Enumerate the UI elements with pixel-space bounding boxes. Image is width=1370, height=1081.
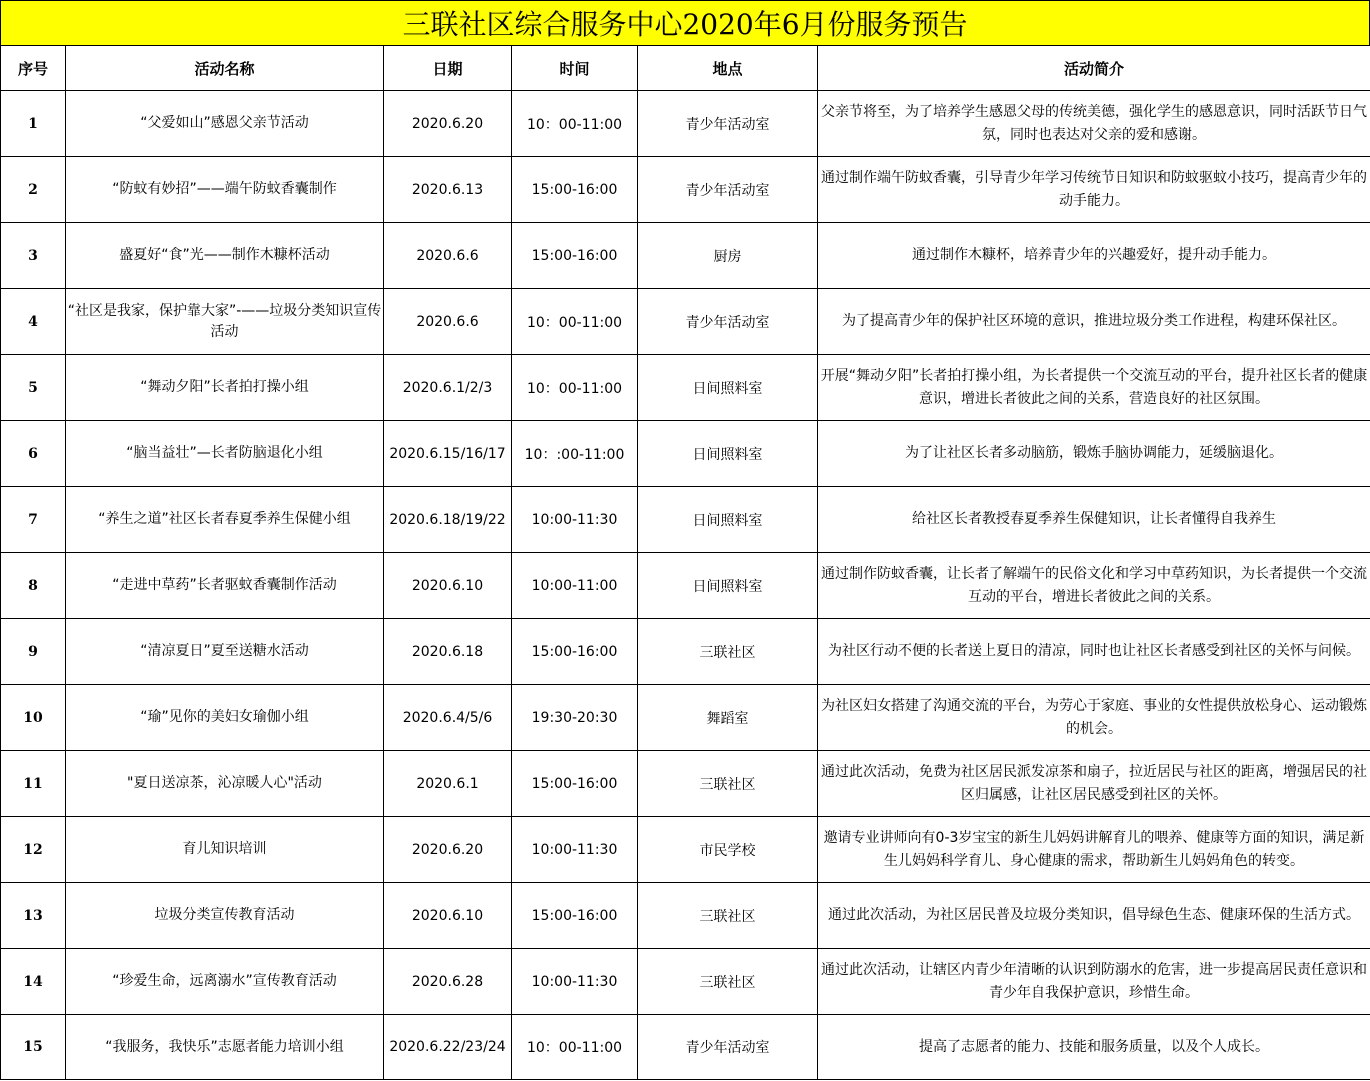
cell-date: 2020.6.4/5/6 <box>384 685 512 751</box>
table-row <box>1 487 1370 553</box>
service-schedule-table <box>0 45 1370 1080</box>
cell-index: 8 <box>1 553 66 619</box>
cell-date: 2020.6.10 <box>384 883 512 949</box>
cell-summary: 开展“舞动夕阳”长者拍打操小组，为长者提供一个交流互动的平台，提升社区长者的健康意识，增进长者彼此之间的关系，营造良好的社区氛围。 <box>818 355 1370 421</box>
cell-activity-name: “瑜”见你的美妇女瑜伽小组 <box>66 685 384 751</box>
cell-summary: 通过此次活动，让辖区内青少年清晰的认识到防溺水的危害，进一步提高居民责任意识和青少年自我保护意识，珍惜生命。 <box>818 949 1370 1015</box>
cell-place: 市民学校 <box>638 817 818 883</box>
cell-time: 15:00-16:00 <box>512 883 638 949</box>
cell-activity-name: 垃圾分类宣传教育活动 <box>66 883 384 949</box>
table-row <box>1 289 1370 355</box>
table-row <box>1 355 1370 421</box>
cell-index: 7 <box>1 487 66 553</box>
cell-place: 三联社区 <box>638 883 818 949</box>
table-row <box>1 883 1370 949</box>
table-row <box>1 421 1370 487</box>
cell-activity-name: “养生之道”社区长者春夏季养生保健小组 <box>66 487 384 553</box>
cell-activity-name: “我服务，我快乐”志愿者能力培训小组 <box>66 1015 384 1080</box>
cell-summary: 通过此次活动，为社区居民普及垃圾分类知识，倡导绿色生态、健康环保的生活方式。 <box>818 883 1370 949</box>
header-name: 活动名称 <box>66 46 384 91</box>
cell-summary: 通过制作端午防蚊香囊，引导青少年学习传统节日知识和防蚊驱蚊小技巧，提高青少年的动手能力。 <box>818 157 1370 223</box>
cell-place: 青少年活动室 <box>638 289 818 355</box>
cell-index: 11 <box>1 751 66 817</box>
header-date: 日期 <box>384 46 512 91</box>
cell-time: 15:00-16:00 <box>512 223 638 289</box>
cell-index: 12 <box>1 817 66 883</box>
header-row <box>1 46 1370 91</box>
cell-summary: 为了让社区长者多动脑筋，锻炼手脑协调能力，延缓脑退化。 <box>818 421 1370 487</box>
cell-date: 2020.6.6 <box>384 223 512 289</box>
cell-activity-name: "夏日送凉茶，沁凉暖人心"活动 <box>66 751 384 817</box>
cell-index: 9 <box>1 619 66 685</box>
cell-date: 2020.6.20 <box>384 817 512 883</box>
cell-date: 2020.6.18/19/22 <box>384 487 512 553</box>
header-place: 地点 <box>638 46 818 91</box>
cell-date: 2020.6.13 <box>384 157 512 223</box>
cell-activity-name: “舞动夕阳”长者拍打操小组 <box>66 355 384 421</box>
cell-time: 10:00-11:00 <box>512 553 638 619</box>
cell-time: 19:30-20:30 <box>512 685 638 751</box>
cell-place: 三联社区 <box>638 619 818 685</box>
cell-date: 2020.6.28 <box>384 949 512 1015</box>
cell-activity-name: “社区是我家，保护靠大家”-——垃圾分类知识宣传活动 <box>66 289 384 355</box>
table-row <box>1 751 1370 817</box>
cell-date: 2020.6.22/23/24 <box>384 1015 512 1080</box>
cell-summary: 为了提高青少年的保护社区环境的意识，推进垃圾分类工作进程，构建环保社区。 <box>818 289 1370 355</box>
cell-index: 2 <box>1 157 66 223</box>
cell-place: 青少年活动室 <box>638 157 818 223</box>
cell-activity-name: “清凉夏日”夏至送糖水活动 <box>66 619 384 685</box>
cell-place: 三联社区 <box>638 751 818 817</box>
cell-index: 10 <box>1 685 66 751</box>
cell-activity-name: “脑当益壮”—长者防脑退化小组 <box>66 421 384 487</box>
cell-summary: 通过制作防蚊香囊，让长者了解端午的民俗文化和学习中草药知识，为长者提供一个交流互动的平台，增进长者彼此之间的关系。 <box>818 553 1370 619</box>
cell-time: 10：:00-11:00 <box>512 421 638 487</box>
cell-date: 2020.6.15/16/17 <box>384 421 512 487</box>
cell-date: 2020.6.1/2/3 <box>384 355 512 421</box>
table-row <box>1 553 1370 619</box>
cell-place: 舞蹈室 <box>638 685 818 751</box>
table-row <box>1 157 1370 223</box>
table-row <box>1 619 1370 685</box>
cell-summary: 提高了志愿者的能力、技能和服务质量，以及个人成长。 <box>818 1015 1370 1080</box>
cell-place: 日间照料室 <box>638 355 818 421</box>
cell-time: 10：00-11:00 <box>512 1015 638 1080</box>
cell-time: 10：00-11:00 <box>512 355 638 421</box>
table-row <box>1 91 1370 157</box>
cell-activity-name: “父爱如山”感恩父亲节活动 <box>66 91 384 157</box>
cell-index: 5 <box>1 355 66 421</box>
cell-index: 4 <box>1 289 66 355</box>
header-summary: 活动简介 <box>818 46 1370 91</box>
page-title: 三联社区综合服务中心2020年6月份服务预告 <box>0 0 1370 45</box>
table-row <box>1 223 1370 289</box>
cell-place: 青少年活动室 <box>638 91 818 157</box>
cell-summary: 父亲节将至，为了培养学生感恩父母的传统美德，强化学生的感恩意识，同时活跃节日气氛，同时也表达对父亲的爱和感谢。 <box>818 91 1370 157</box>
table-row <box>1 685 1370 751</box>
cell-summary: 为社区妇女搭建了沟通交流的平台，为劳心于家庭、事业的女性提供放松身心、运动锻炼的机会。 <box>818 685 1370 751</box>
cell-activity-name: 盛夏好“食”光——制作木糠杯活动 <box>66 223 384 289</box>
cell-summary: 为社区行动不便的长者送上夏日的清凉，同时也让社区长者感受到社区的关怀与问候。 <box>818 619 1370 685</box>
cell-time: 15:00-16:00 <box>512 751 638 817</box>
cell-summary: 给社区长者教授春夏季养生保健知识，让长者懂得自我养生 <box>818 487 1370 553</box>
cell-place: 厨房 <box>638 223 818 289</box>
cell-activity-name: 育儿知识培训 <box>66 817 384 883</box>
table-row <box>1 817 1370 883</box>
cell-date: 2020.6.20 <box>384 91 512 157</box>
cell-place: 日间照料室 <box>638 553 818 619</box>
cell-index: 6 <box>1 421 66 487</box>
cell-time: 10：00-11:00 <box>512 91 638 157</box>
cell-date: 2020.6.18 <box>384 619 512 685</box>
cell-date: 2020.6.10 <box>384 553 512 619</box>
cell-summary: 邀请专业讲师向有0-3岁宝宝的新生儿妈妈讲解育儿的喂养、健康等方面的知识，满足新生儿妈妈科学育儿、身心健康的需求，帮助新生儿妈妈角色的转变。 <box>818 817 1370 883</box>
cell-place: 日间照料室 <box>638 487 818 553</box>
cell-time: 10:00-11:30 <box>512 487 638 553</box>
cell-time: 15:00-16:00 <box>512 619 638 685</box>
cell-time: 15:00-16:00 <box>512 157 638 223</box>
cell-summary: 通过制作木糠杯，培养青少年的兴趣爱好，提升动手能力。 <box>818 223 1370 289</box>
cell-activity-name: “走进中草药”长者驱蚊香囊制作活动 <box>66 553 384 619</box>
cell-index: 14 <box>1 949 66 1015</box>
table-row <box>1 1015 1370 1080</box>
cell-time: 10:00-11:30 <box>512 949 638 1015</box>
cell-place: 日间照料室 <box>638 421 818 487</box>
cell-place: 青少年活动室 <box>638 1015 818 1080</box>
cell-activity-name: “珍爱生命，远离溺水”宣传教育活动 <box>66 949 384 1015</box>
cell-index: 15 <box>1 1015 66 1080</box>
cell-index: 13 <box>1 883 66 949</box>
header-time: 时间 <box>512 46 638 91</box>
cell-summary: 通过此次活动，免费为社区居民派发凉茶和扇子，拉近居民与社区的距离，增强居民的社区归属感，让社区居民感受到社区的关怀。 <box>818 751 1370 817</box>
cell-index: 1 <box>1 91 66 157</box>
cell-place: 三联社区 <box>638 949 818 1015</box>
cell-date: 2020.6.6 <box>384 289 512 355</box>
header-index: 序号 <box>1 46 66 91</box>
cell-time: 10:00-11:30 <box>512 817 638 883</box>
cell-index: 3 <box>1 223 66 289</box>
table-row <box>1 949 1370 1015</box>
cell-time: 10：00-11:00 <box>512 289 638 355</box>
cell-date: 2020.6.1 <box>384 751 512 817</box>
cell-activity-name: “防蚊有妙招”——端午防蚊香囊制作 <box>66 157 384 223</box>
